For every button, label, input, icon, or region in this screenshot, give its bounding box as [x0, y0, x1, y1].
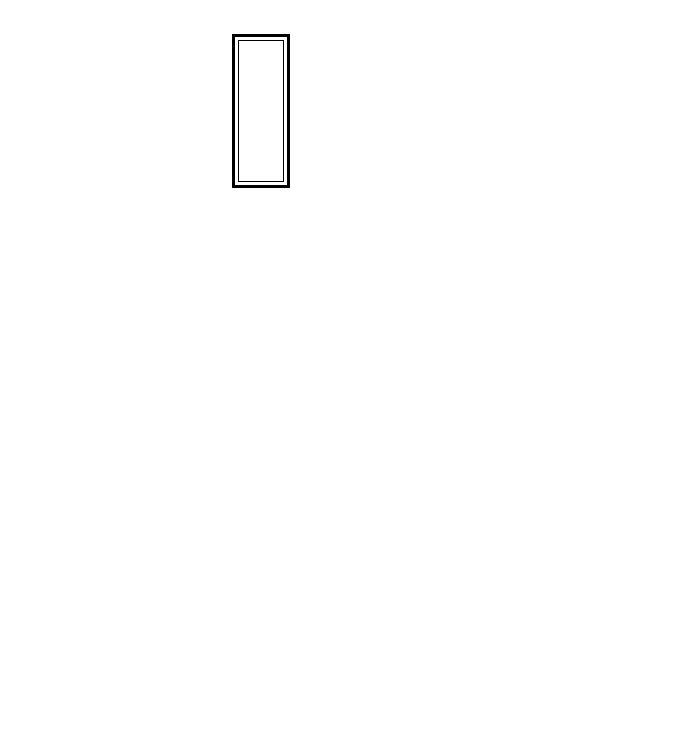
title-box — [232, 34, 290, 188]
